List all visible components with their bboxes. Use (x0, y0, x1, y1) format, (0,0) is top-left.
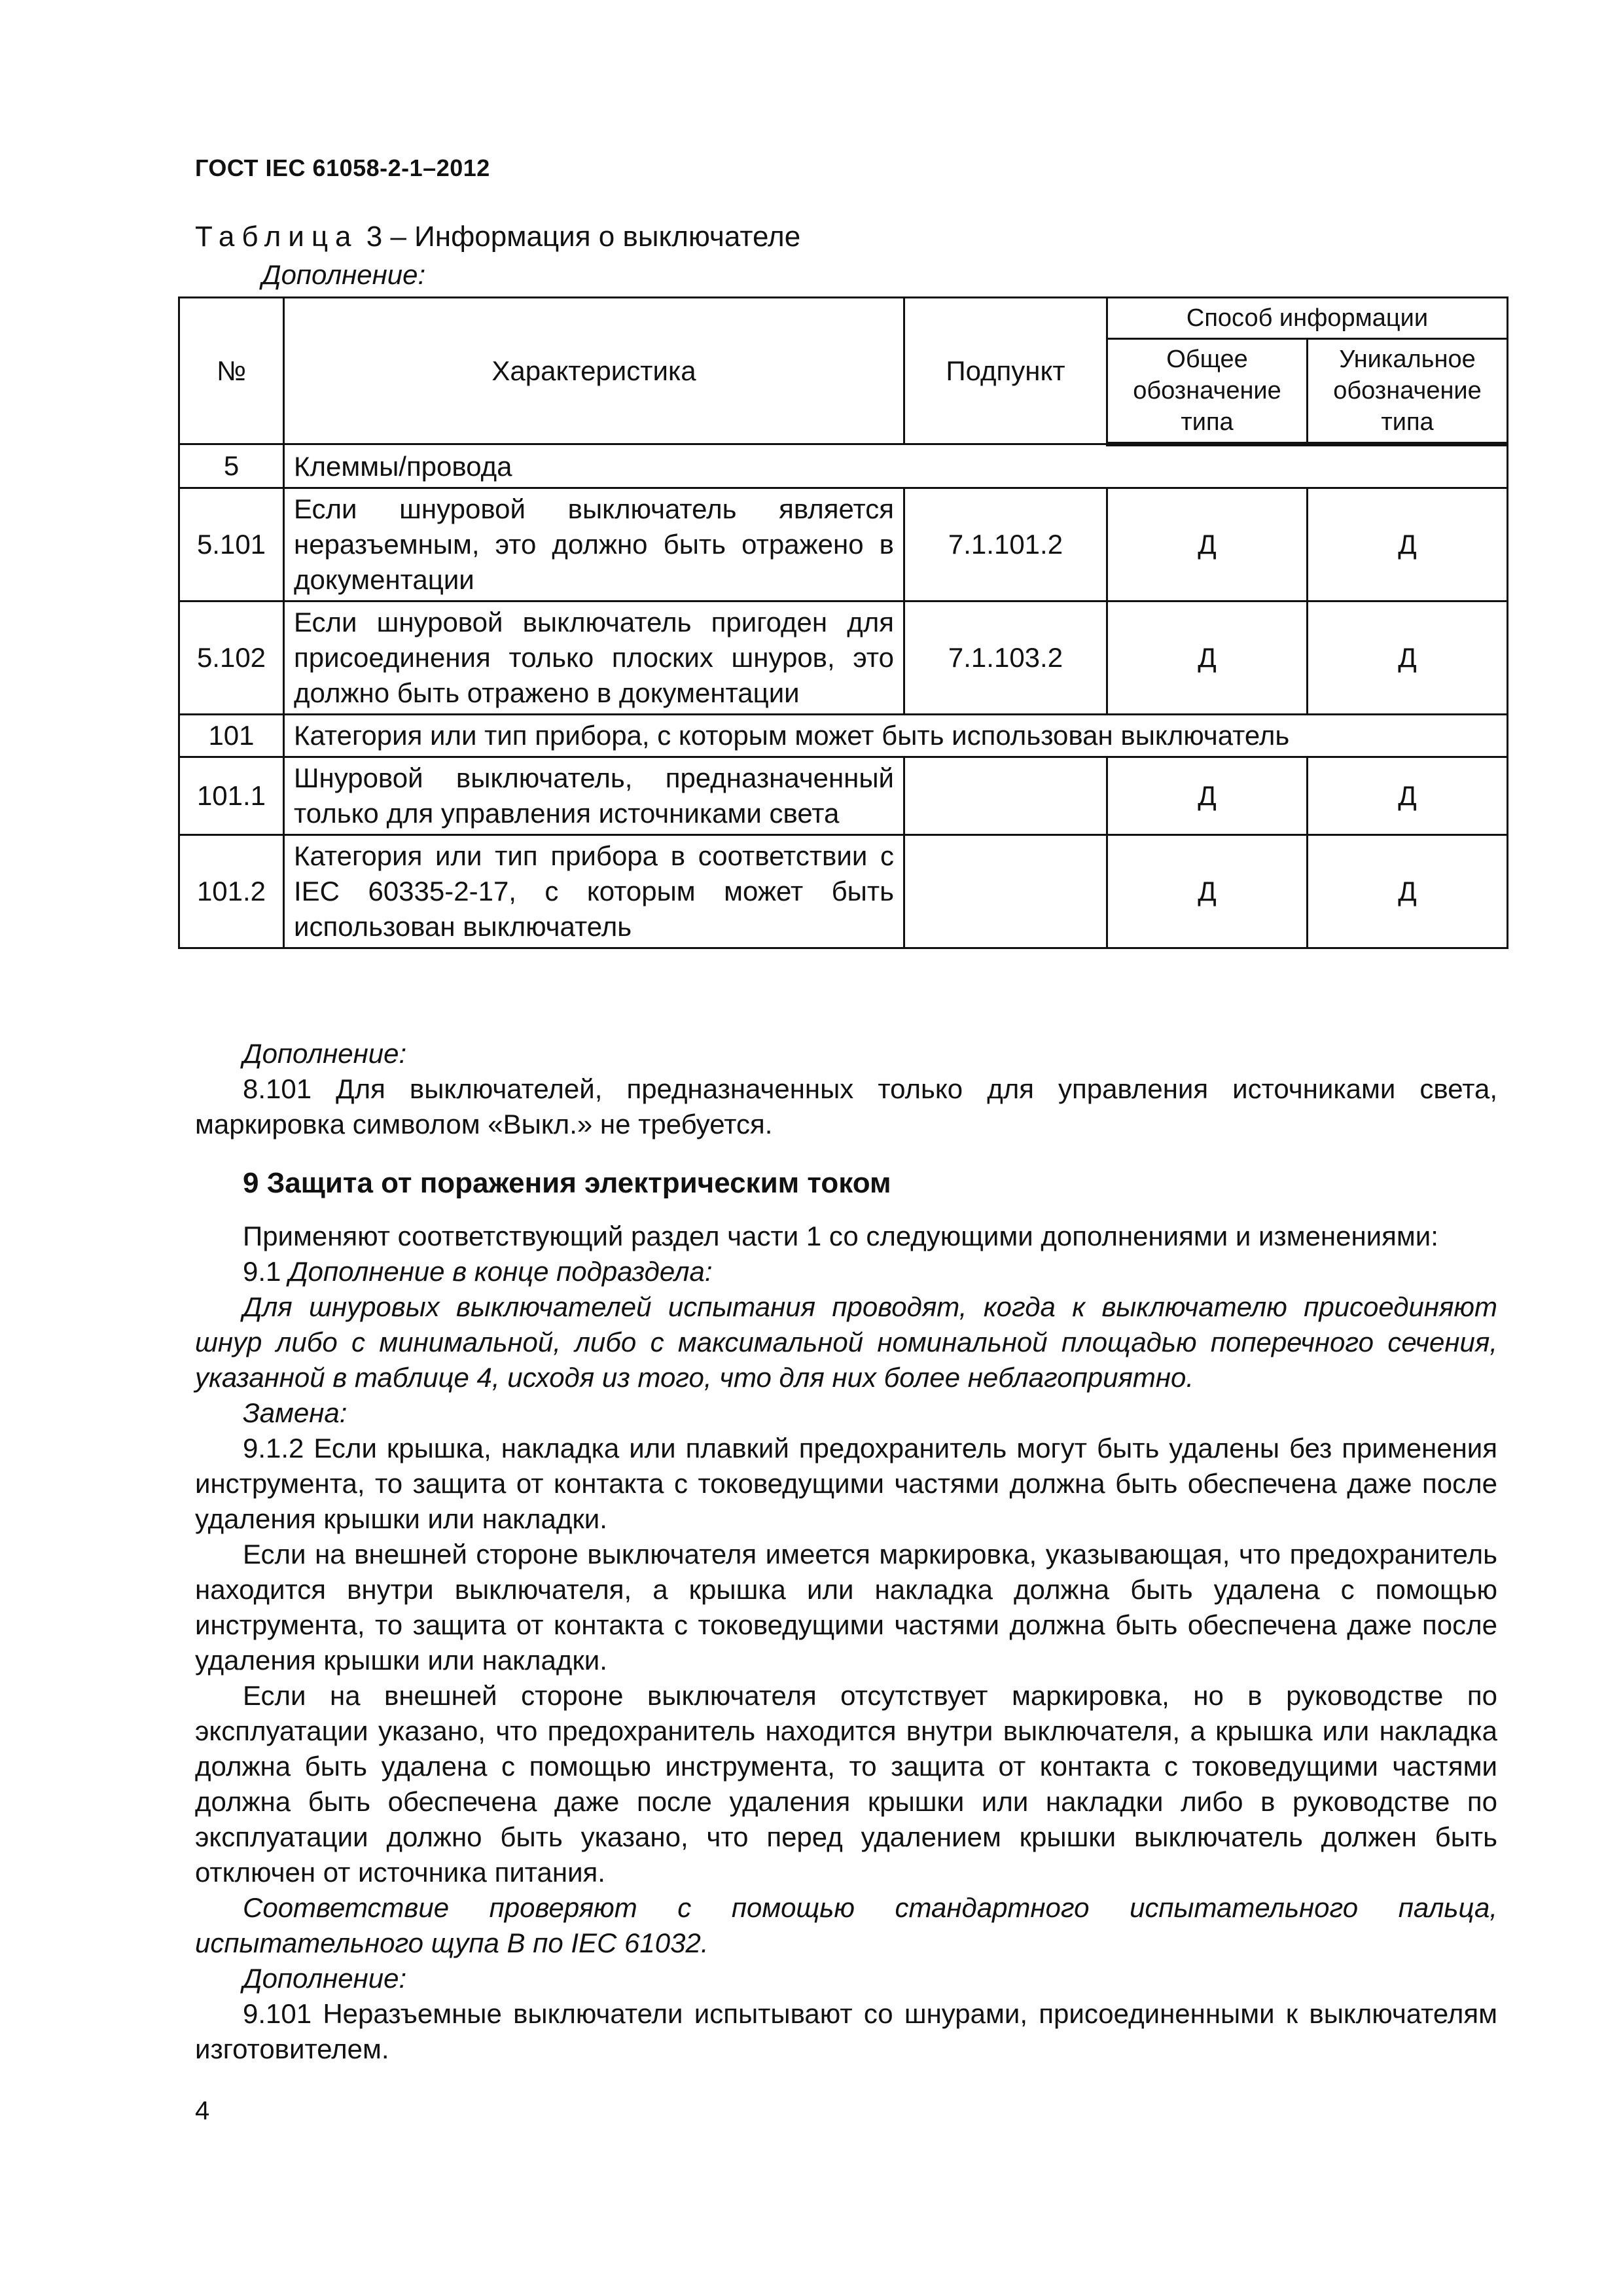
row-number: 5.102 (179, 601, 284, 715)
row-characteristic: Клеммы/провода (284, 444, 1508, 488)
row-unique-mark: Д (1308, 488, 1508, 601)
row-number: 5.101 (179, 488, 284, 601)
row-general-mark: Д (1107, 757, 1308, 835)
section-9-body (195, 1219, 1497, 2067)
row-unique-mark: Д (1308, 835, 1508, 948)
col-header-unique-designation: Уникальное обозначение типа (1308, 339, 1508, 444)
row-number: 101.1 (179, 757, 284, 835)
table-row (179, 601, 1508, 715)
row-number: 101.2 (179, 835, 284, 948)
table-row (179, 757, 1508, 835)
clause-9-1 (195, 1254, 1497, 1289)
row-characteristic: Если шнуровой выключатель является неразъемным, это должно быть отражено в документации (284, 488, 904, 601)
addition-label-2: Дополнение: (243, 1963, 407, 1994)
section-9-intro: Применяют соответствующий раздел части 1 со следующими дополнениями и изменениями: (243, 1221, 1438, 1251)
col-header-characteristic: Характеристика (284, 298, 904, 444)
table-caption (195, 221, 800, 253)
document-header: ГОСТ IEC 61058-2-1–2012 (195, 154, 490, 181)
switch-info-table (178, 296, 1508, 949)
table-row (179, 835, 1508, 948)
row-subclause: 7.1.101.2 (904, 488, 1107, 601)
row-number: 5 (179, 444, 284, 488)
row-general-mark: Д (1107, 601, 1308, 715)
clause-9-101: 9.101 Неразъемные выключатели испытывают со шнурами, присоединенными к выключателям изготовителем. (195, 1998, 1497, 2064)
compliance-check: Соответствие проверяют с помощью стандартного испытательного пальца, испытательного щупа В по IEC 61032. (195, 1892, 1497, 1958)
clause-9-1-2: 9.1.2 Если крышка, накладка или плавкий предохранитель могут быть удалены без применения инструмента, то защита от контакта с токоведущими частями должна быть обеспечена даже после удаления крышки или накладки. (195, 1433, 1497, 1534)
row-characteristic: Категория или тип прибора, с которым может быть использован выключатель (284, 715, 1508, 757)
addition-label: Дополнение: (243, 1038, 407, 1069)
clause-8-101: 8.101 Для выключателей, предназначенных только для управления источниками света, маркировка символом «Выкл.» не требуется. (195, 1073, 1497, 1139)
row-general-mark: Д (1107, 488, 1308, 601)
after-table-block (195, 1036, 1497, 1142)
row-unique-mark: Д (1308, 757, 1508, 835)
row-characteristic: Категория или тип прибора в соответствии с IEC 60335-2-17, с которым может быть использован выключатель (284, 835, 904, 948)
table-header-row (179, 298, 1508, 339)
table-row (179, 444, 1508, 488)
col-header-subclause: Подпункт (904, 298, 1107, 444)
row-subclause (904, 835, 1107, 948)
clause-9-1-2-paragraph-3: Если на внешней стороне выключателя отсутствует маркировка, но в руководстве по эксплуатации указано, что предохранитель находится внутри выключателя, а крышка или накладка должна быть удалена с помощью инструмента, то защита от контакта с токоведущими частями должна быть обеспечена даже после удаления крышки или накладки либо в руководстве по эксплуатации должно быть указано, что перед удалением крышки выключатель должен быть отключен от источника питания. (195, 1680, 1497, 1888)
table-caption-title: 3 – Информация о выключателе (366, 221, 801, 253)
clause-9-1-number: 9.1 (243, 1256, 281, 1287)
col-header-info-method: Способ информации (1107, 298, 1508, 339)
clause-9-1-label: Дополнение в конце подраздела: (289, 1256, 713, 1287)
table-addition-label: Дополнение: (262, 259, 426, 290)
col-header-number: № (179, 298, 284, 444)
clause-9-1-2-paragraph-2: Если на внешней стороне выключателя имеется маркировка, указывающая, что предохранитель находится внутри выключателя, а крышка или накладка должна быть удалена с помощью инструмента, то защита от контакта с токоведущими частями должна быть обеспечена даже после удаления крышки или накладки. (195, 1539, 1497, 1676)
replacement-label: Замена: (243, 1397, 348, 1428)
row-general-mark: Д (1107, 835, 1308, 948)
clause-9-1-text: Для шнуровых выключателей испытания проводят, когда к выключателю присоединяют шнур либо с минимальной, либо с максимальной номинальной площадью поперечного сечения, указанной в таблице 4, исходя из того, что для них более неблагоприятно. (195, 1291, 1497, 1393)
row-number: 101 (179, 715, 284, 757)
section-9-heading: 9 Защита от поражения электрическим током (243, 1167, 891, 1199)
col-header-general-designation: Общее обозначение типа (1107, 339, 1308, 444)
row-subclause (904, 757, 1107, 835)
table-caption-prefix: Таблица (195, 221, 359, 253)
row-characteristic: Шнуровой выключатель, предназначенный только для управления источниками света (284, 757, 904, 835)
page-number: 4 (195, 2096, 210, 2125)
table-row (179, 488, 1508, 601)
table-row (179, 715, 1508, 757)
row-unique-mark: Д (1308, 601, 1508, 715)
row-subclause: 7.1.103.2 (904, 601, 1107, 715)
row-characteristic: Если шнуровой выключатель пригоден для присоединения только плоских шнуров, это должно быть отражено в документации (284, 601, 904, 715)
